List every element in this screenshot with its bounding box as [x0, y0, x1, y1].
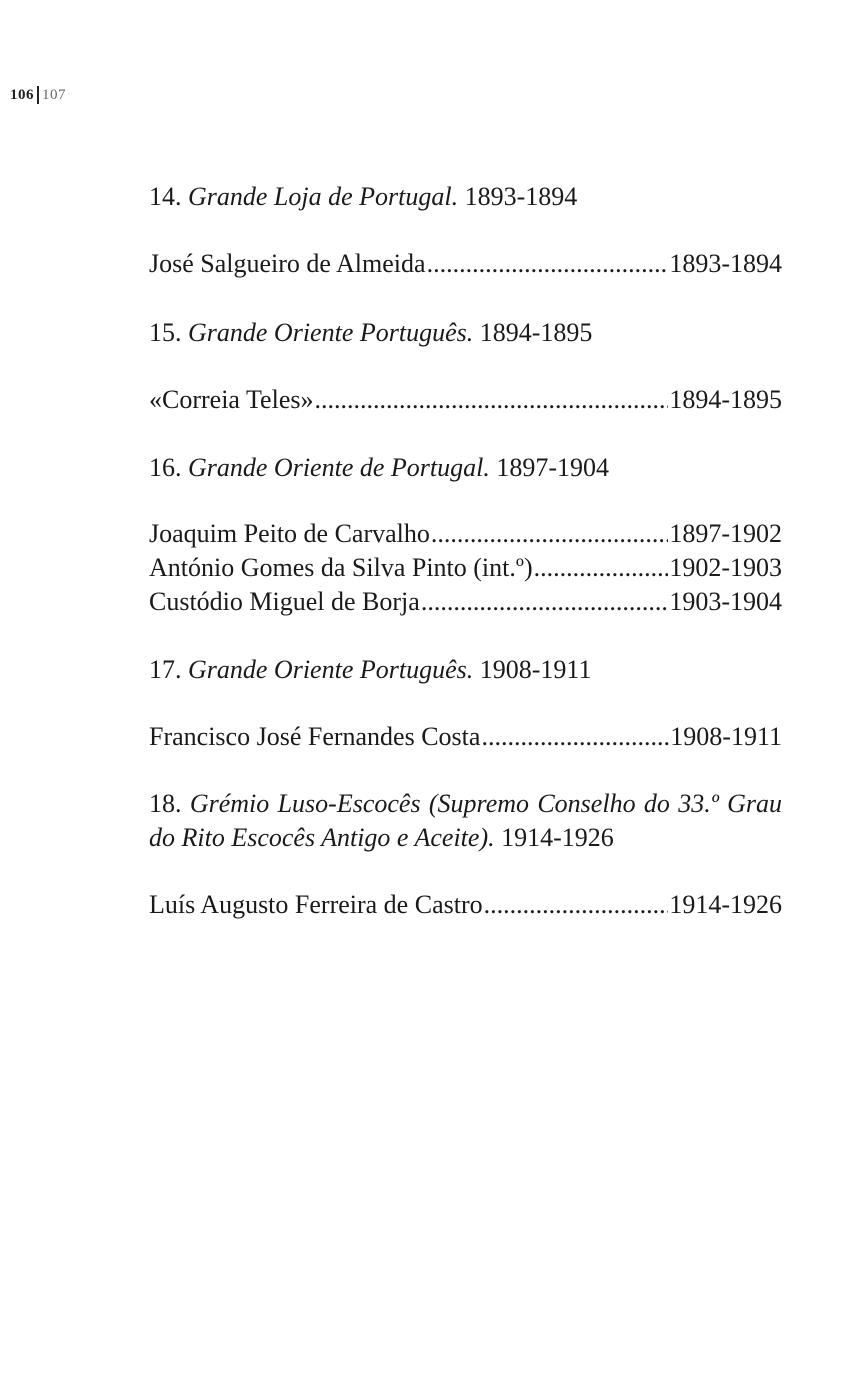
section-title: Grande Loja de Portugal. [188, 182, 459, 211]
folio-divider [37, 86, 39, 104]
entry-years: 1908-1911 [670, 722, 782, 751]
list-item [149, 383, 782, 417]
dot-leader [427, 247, 669, 281]
entry-name: José Salgueiro de Almeida [149, 249, 426, 278]
entry-years: 1893-1894 [669, 249, 782, 278]
dot-leader [431, 517, 668, 551]
entry-name: António Gomes da Silva Pinto (int.º) [149, 553, 533, 582]
section-heading [149, 180, 782, 214]
current-page-number: 106 [10, 86, 34, 103]
section-heading [149, 787, 782, 855]
entry-name: «Correia Teles» [149, 385, 314, 414]
section-title: Grande Oriente Português. [188, 655, 474, 684]
entry-name: Luís Augusto Ferreira de Castro [149, 890, 483, 919]
section-years: 1897-1904 [496, 453, 610, 482]
section-number: 16. [149, 453, 182, 482]
entry-name: Joaquim Peito de Carvalho [149, 519, 430, 548]
entry-years: 1903-1904 [669, 587, 782, 616]
entry-years: 1914-1926 [669, 890, 782, 919]
section-years: 1914-1926 [501, 823, 614, 852]
section-years: 1894-1895 [479, 318, 593, 347]
page-folio [10, 86, 66, 104]
list-item [149, 517, 782, 551]
section-title: Grande Oriente Português. [188, 318, 474, 347]
section-title: Grémio Luso-Escocês (Supremo Conselho do 33.º Grau do Rito Escocês Antigo e Aceite). [149, 789, 783, 852]
list-item [149, 888, 782, 922]
list-item [149, 720, 782, 754]
section-heading [149, 653, 782, 687]
section-title: Grande Oriente de Portugal. [188, 453, 490, 482]
entry-years: 1894-1895 [669, 385, 782, 414]
section-years: 1908-1911 [479, 655, 592, 684]
list-item [149, 551, 782, 585]
list-item [149, 247, 782, 281]
section-number: 17. [149, 655, 182, 684]
entry-name: Custódio Miguel de Borja [149, 587, 420, 616]
dot-leader [314, 383, 668, 417]
facing-page-number: 107 [42, 86, 66, 103]
list-item [149, 585, 782, 619]
dot-leader [534, 551, 669, 585]
section-number: 15. [149, 318, 182, 347]
entry-name: Francisco José Fernandes Costa [149, 722, 481, 751]
entry-years: 1897-1902 [669, 519, 782, 548]
section-years: 1893-1894 [464, 182, 578, 211]
section-heading [149, 316, 782, 350]
section-heading [149, 451, 782, 485]
section-number: 14. [149, 182, 182, 211]
dot-leader [421, 585, 669, 619]
entry-years: 1902-1903 [669, 553, 782, 582]
dot-leader [481, 720, 669, 754]
section-number: 18. [149, 789, 182, 818]
dot-leader [484, 888, 669, 922]
